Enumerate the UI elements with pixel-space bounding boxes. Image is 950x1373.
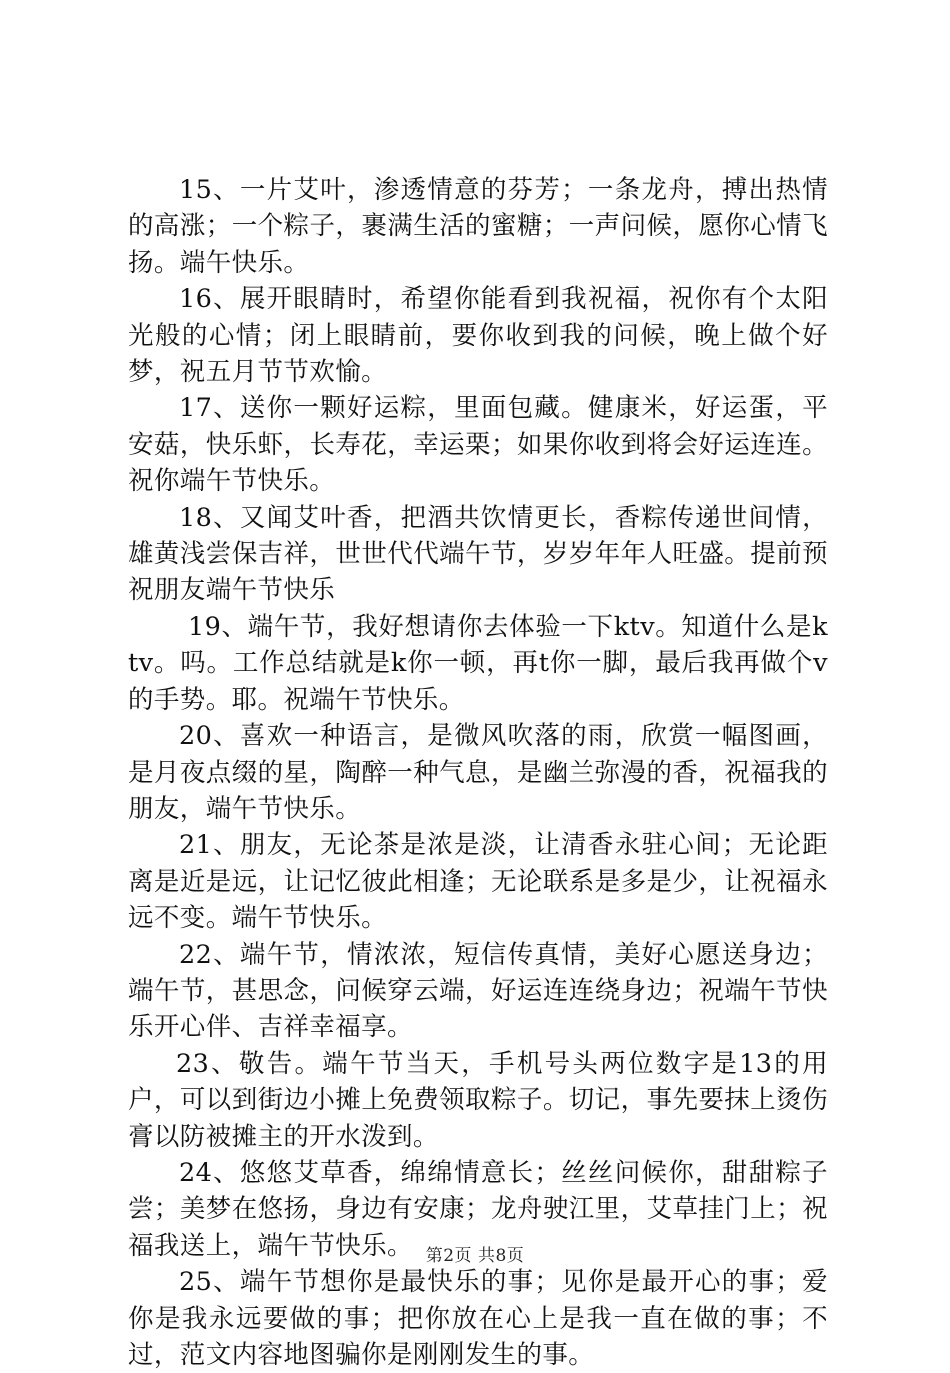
paragraph-18: 18、又闻艾叶香，把酒共饮情更长，香粽传递世间情，雄黄浅尝保吉祥，世世代代端午节，岁岁年年人旺盛。提前预祝朋友端午节快乐 xyxy=(128,502,828,606)
paragraph-15: 15、一片艾叶，渗透情意的芬芳；一条龙舟，搏出热情的高涨；一个粽子，裹满生活的蜜糖；一声问候，愿你心情飞扬。端午快乐。 xyxy=(128,175,828,278)
paragraph-24: 24、悠悠艾草香，绵绵情意长；丝丝问候你，甜甜粽子尝；美梦在悠扬，身边有安康；龙舟驶江里，艾草挂门上；祝福我送上，端午节快乐。 xyxy=(128,1157,828,1261)
paragraph-23: 23、敬告。端午节当天，手机号头两位数字是13的用户，可以到街边小摊上免费领取粽子。切记，事先要抹上烫伤膏以防被摊主的开水泼到。 xyxy=(128,1048,828,1152)
paragraph-21: 21、朋友，无论茶是浓是淡，让清香永驻心间；无论距离是近是远，让记忆彼此相逢；无论联系是多是少，让祝福永远不变。端午节快乐。 xyxy=(128,830,828,934)
paragraph-17: 17、送你一颗好运粽，里面包藏。健康米，好运蛋，平安菇，快乐虾，长寿花，幸运栗；如果你收到将会好运连连。祝你端午节快乐。 xyxy=(128,393,828,497)
page-footer: 第2页 共8页 xyxy=(425,1246,525,1266)
document-body xyxy=(128,172,828,1373)
paragraph-19: 19、端午节，我好想请你去体验一下ktv。知道什么是ktv。吗。工作总结就是k你一顿，再t你一脚，最后我再做个v的手势。耶。祝端午节快乐。 xyxy=(128,611,828,715)
paragraph-22: 22、端午节，情浓浓，短信传真情，美好心愿送身边；端午节，甚思念，问候穿云端，好运连连绕身边；祝端午节快乐开心伴、吉祥幸福享。 xyxy=(128,939,828,1043)
paragraph-25: 25、端午节想你是最快乐的事；见你是最开心的事；爱你是我永远要做的事；把你放在心上是我一直在做的事；不过，范文内容地图骗你是刚刚发生的事。 xyxy=(128,1267,828,1370)
paragraph-16: 16、展开眼睛时，希望你能看到我祝福，祝你有个太阳光般的心情；闭上眼睛前，要你收到我的问候，晚上做个好梦，祝五月节节欢愉。 xyxy=(128,284,828,388)
paragraph-20: 20、喜欢一种语言，是微风吹落的雨，欣赏一幅图画，是月夜点缀的星，陶醉一种气息，是幽兰弥漫的香，祝福我的朋友，端午节快乐。 xyxy=(128,721,828,824)
